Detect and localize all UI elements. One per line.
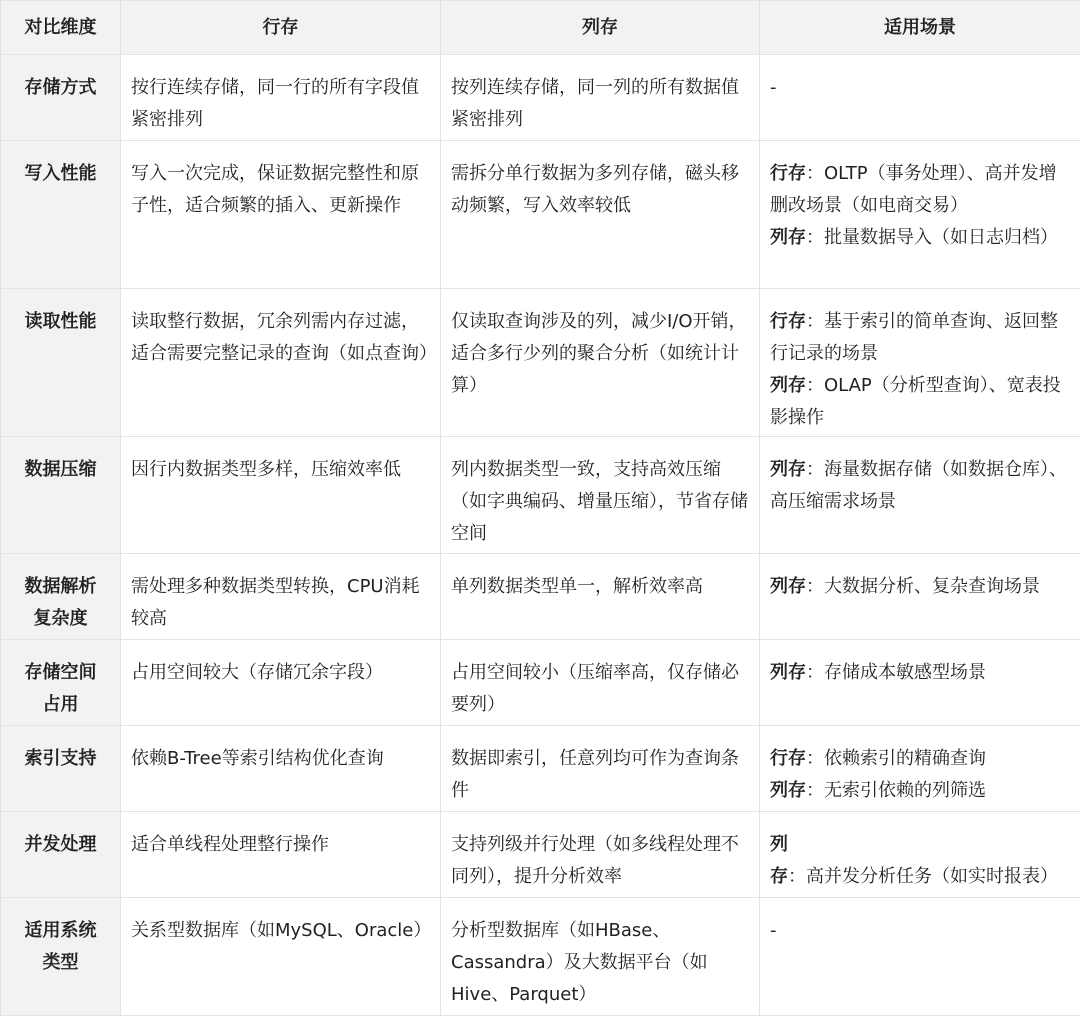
column-store-cell: 单列数据类型单一，解析效率高 — [441, 554, 760, 640]
row-store-cell: 需处理多种数据类型转换，CPU消耗较高 — [121, 554, 441, 640]
table-row — [1, 141, 1080, 289]
scenario-text: ：高并发分析任务（如实时报表） — [788, 866, 1058, 887]
scenario-key: 列存 — [770, 459, 806, 480]
dimension-label: 索引支持 — [24, 748, 97, 769]
row-store-cell: 关系型数据库（如MySQL、Oracle） — [121, 898, 441, 1016]
dimension-cell — [1, 437, 121, 554]
row-store-cell: 写入一次完成，保证数据完整性和原子性，适合频繁的插入、更新操作 — [121, 141, 441, 289]
dimension-cell — [1, 554, 121, 640]
scenario-text: ：OLTP（事务处理）、高并发增删改场景（如电商交易） — [770, 163, 1057, 216]
dimension-label: 数据解析复杂度 — [24, 576, 97, 629]
scenario-cell — [760, 554, 1080, 640]
scenario-key: 列存 — [770, 662, 806, 683]
column-store-cell: 分析型数据库（如HBase、Cassandra）及大数据平台（如Hive、Parquet） — [441, 898, 760, 1016]
dimension-cell — [1, 55, 121, 141]
table-row — [1, 898, 1080, 1016]
scenario-key: 列存 — [770, 375, 806, 396]
table-row — [1, 289, 1080, 437]
dimension-cell — [1, 898, 121, 1016]
scenario-line — [770, 743, 1070, 775]
column-store-cell: 占用空间较小（压缩率高，仅存储必要列） — [441, 640, 760, 726]
scenario-line — [770, 571, 1070, 603]
scenario-cell — [760, 726, 1080, 812]
dimension-cell — [1, 289, 121, 437]
scenario-line — [770, 306, 1070, 370]
scenario-cell — [760, 141, 1080, 289]
column-store-cell: 支持列级并行处理（如多线程处理不同列），提升分析效率 — [441, 812, 760, 898]
scenario-cell — [760, 437, 1080, 554]
scenario-text: - — [770, 77, 777, 98]
column-store-cell: 按列连续存储，同一列的所有数据值紧密排列 — [441, 55, 760, 141]
row-store-cell: 依赖B-Tree等索引结构优化查询 — [121, 726, 441, 812]
scenario-line — [770, 222, 1070, 254]
header-dimension: 对比维度 — [1, 1, 121, 55]
dimension-cell — [1, 141, 121, 289]
dimension-label: 适用系统类型 — [24, 920, 97, 973]
scenario-line — [770, 657, 1070, 689]
scenario-line — [770, 72, 1070, 104]
scenario-text: ：无索引依赖的列筛选 — [806, 780, 986, 801]
scenario-key: 列存 — [770, 576, 806, 597]
scenario-text: ：海量数据存储（如数据仓库）、高压缩需求场景 — [770, 459, 1067, 512]
scenario-text: ：大数据分析、复杂查询场景 — [806, 576, 1040, 597]
header-scenario: 适用场景 — [760, 1, 1080, 55]
column-store-cell: 需拆分单行数据为多列存储，磁头移动频繁，写入效率较低 — [441, 141, 760, 289]
scenario-key: 列存 — [770, 780, 806, 801]
scenario-line — [770, 370, 1070, 434]
scenario-line — [770, 775, 1070, 807]
scenario-text: ：存储成本敏感型场景 — [806, 662, 986, 683]
scenario-text: ：基于索引的简单查询、返回整行记录的场景 — [770, 311, 1058, 364]
scenario-cell — [760, 640, 1080, 726]
table-row — [1, 812, 1080, 898]
dimension-label: 写入性能 — [24, 163, 97, 184]
row-store-cell: 读取整行数据，冗余列需内存过滤，适合需要完整记录的查询（如点查询） — [121, 289, 441, 437]
scenario-cell — [760, 898, 1080, 1016]
dimension-label: 数据压缩 — [24, 459, 97, 480]
scenario-key: 行存 — [770, 748, 806, 769]
dimension-cell — [1, 812, 121, 898]
header-column-store: 列存 — [441, 1, 760, 55]
row-store-cell: 占用空间较大（存储冗余字段） — [121, 640, 441, 726]
table-row — [1, 640, 1080, 726]
scenario-line — [770, 915, 1070, 947]
scenario-text: ：OLAP（分析型查询）、宽表投影操作 — [770, 375, 1061, 428]
scenario-cell — [760, 812, 1080, 898]
dimension-label: 存储方式 — [24, 77, 97, 98]
column-store-cell: 数据即索引，任意列均可作为查询条件 — [441, 726, 760, 812]
dimension-label: 并发处理 — [24, 834, 97, 855]
scenario-key: 列存 — [770, 834, 788, 887]
header-row — [1, 1, 1080, 55]
scenario-key: 行存 — [770, 311, 806, 332]
row-store-cell: 适合单线程处理整行操作 — [121, 812, 441, 898]
row-store-cell: 按行连续存储，同一行的所有字段值紧密排列 — [121, 55, 441, 141]
scenario-text: ：批量数据导入（如日志归档） — [806, 227, 1058, 248]
dimension-label: 存储空间占用 — [24, 662, 97, 715]
scenario-cell — [760, 289, 1080, 437]
table-row — [1, 726, 1080, 812]
column-store-cell: 列内数据类型一致，支持高效压缩（如字典编码、增量压缩），节省存储空间 — [441, 437, 760, 554]
scenario-key: 列存 — [770, 227, 806, 248]
scenario-line — [770, 829, 1070, 893]
scenario-line — [770, 158, 1070, 222]
scenario-key: 行存 — [770, 163, 806, 184]
column-store-cell: 仅读取查询涉及的列，减少I/O开销，适合多行少列的聚合分析（如统计计算） — [441, 289, 760, 437]
scenario-text: ：依赖索引的精确查询 — [806, 748, 986, 769]
table-row — [1, 55, 1080, 141]
dimension-label: 读取性能 — [24, 311, 97, 332]
dimension-cell — [1, 726, 121, 812]
header-row-store: 行存 — [121, 1, 441, 55]
scenario-line — [770, 454, 1070, 518]
row-store-cell: 因行内数据类型多样，压缩效率低 — [121, 437, 441, 554]
scenario-cell — [760, 55, 1080, 141]
scenario-text: - — [770, 920, 777, 941]
table-row — [1, 437, 1080, 554]
table-row — [1, 554, 1080, 640]
dimension-cell — [1, 640, 121, 726]
